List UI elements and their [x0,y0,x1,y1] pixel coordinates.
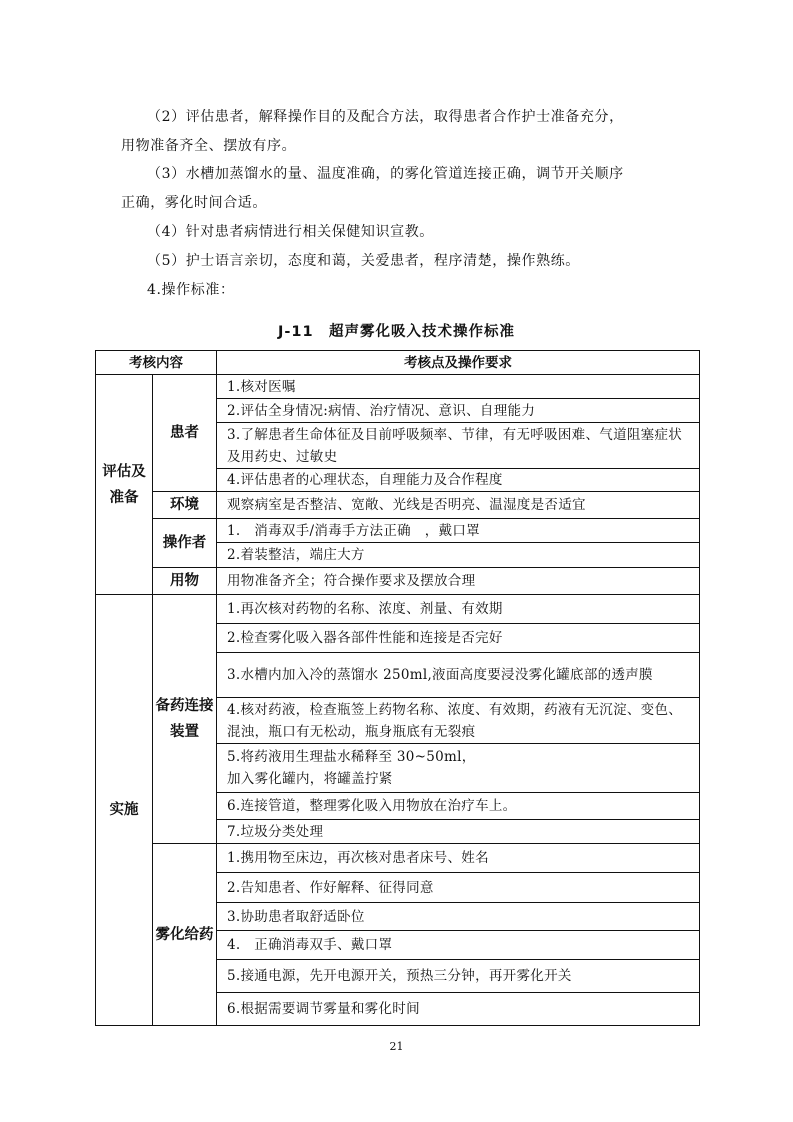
table-cell: 3.协助患者取舒适卧位 [217,903,700,931]
group-label: 患者 [153,375,217,492]
paragraph: （2）评估患者，解释操作目的及配合方法，取得患者合作护士准备充分， [147,109,624,125]
paragraph: （3）水槽加蒸馏水的量、温度准确，的雾化管道连接正确，调节开关顺序 [147,166,624,182]
table-row [96,568,700,595]
group-label: 环境 [153,492,217,519]
table-cell: 6.连接管道，整理雾化吸入用物放在治疗车上。 [217,793,700,820]
table-cell: 2.着装整洁，端庄大方 [217,543,700,568]
table-cell: 4. 正确消毒双手、戴口罩 [217,931,700,960]
cell-line: 加入雾化罐内，将罐盖拧紧 [227,771,393,787]
table-cell: 1.携用物至床边，再次核对患者床号、姓名 [217,844,700,873]
section-heading: 4.操作标准： [147,282,235,298]
header-content: 考核内容 [96,351,217,375]
table-cell: 2.告知患者、作好解释、征得同意 [217,873,700,903]
page-number: 21 [389,1040,404,1053]
table-header-row [96,351,700,375]
table-cell: 4.评估患者的心理状态，自理能力及合作程度 [217,469,700,492]
table-title: J-11 超声雾化吸入技术操作标准 [277,324,516,340]
table-cell: 1. 消毒双手/消毒手方法正确 ，戴口罩 [217,519,700,543]
table-row [96,492,700,519]
table-cell: 2.评估全身情况:病情、治疗情况、意识、自理能力 [217,399,700,423]
paragraph: （5）护士语言亲切，态度和蔼，关爱患者，程序清楚，操作熟练。 [147,253,580,269]
table-cell [217,744,700,793]
group-label: 操作者 [153,519,217,568]
table-cell: 2.检查雾化吸入器各部件性能和连接是否完好 [217,624,700,653]
table-cell: 1.核对医嘱 [217,375,700,399]
section-label: 实施 [96,595,153,1026]
table-cell: 3.水槽内加入冷的蒸馏水 250ml,液面高度要浸没雾化罐底部的透声膜 [217,653,700,698]
group-label: 用物 [153,568,217,595]
paragraph: 用物准备齐全、摆放有序。 [121,138,297,154]
table-cell: 6.根据需要调节雾量和雾化时间 [217,993,700,1026]
table-row [96,595,700,624]
header-requirements: 考核点及操作要求 [217,351,700,375]
section-label: 评估及准备 [96,375,153,595]
group-label: 雾化给药 [153,844,217,1026]
table-row [96,844,700,873]
table-cell: 7.垃圾分类处理 [217,820,700,844]
table-cell: 3.了解患者生命体征及目前呼吸频率、节律，有无呼吸困难、气道阻塞症状及用药史、过敏史 [217,423,700,469]
standards-table [95,350,700,1026]
table-row [96,375,700,399]
table-cell: 4.核对药液，检查瓶签上药物名称、浓度、有效期，药液有无沉淀、变色、混浊，瓶口有无松动，瓶身瓶底有无裂痕 [217,698,700,744]
paragraph: （4）针对患者病情进行相关保健知识宣教。 [147,224,434,240]
table-cell: 观察病室是否整洁、宽敞、光线是否明亮、温湿度是否适宜 [217,492,700,519]
table-cell: 用物准备齐全；符合操作要求及摆放合理 [217,568,700,595]
table-cell: 1.再次核对药物的名称、浓度、剂量、有效期 [217,595,700,624]
table-cell: 5.接通电源，先开电源开关，预热三分钟，再开雾化开关 [217,960,700,993]
paragraph: 正确，雾化时间合适。 [121,195,267,211]
group-label: 备药连接装置 [153,595,217,844]
cell-line: 5.将药液用生理盐水稀释至 30~50ml， [227,749,476,765]
table-row [96,519,700,543]
